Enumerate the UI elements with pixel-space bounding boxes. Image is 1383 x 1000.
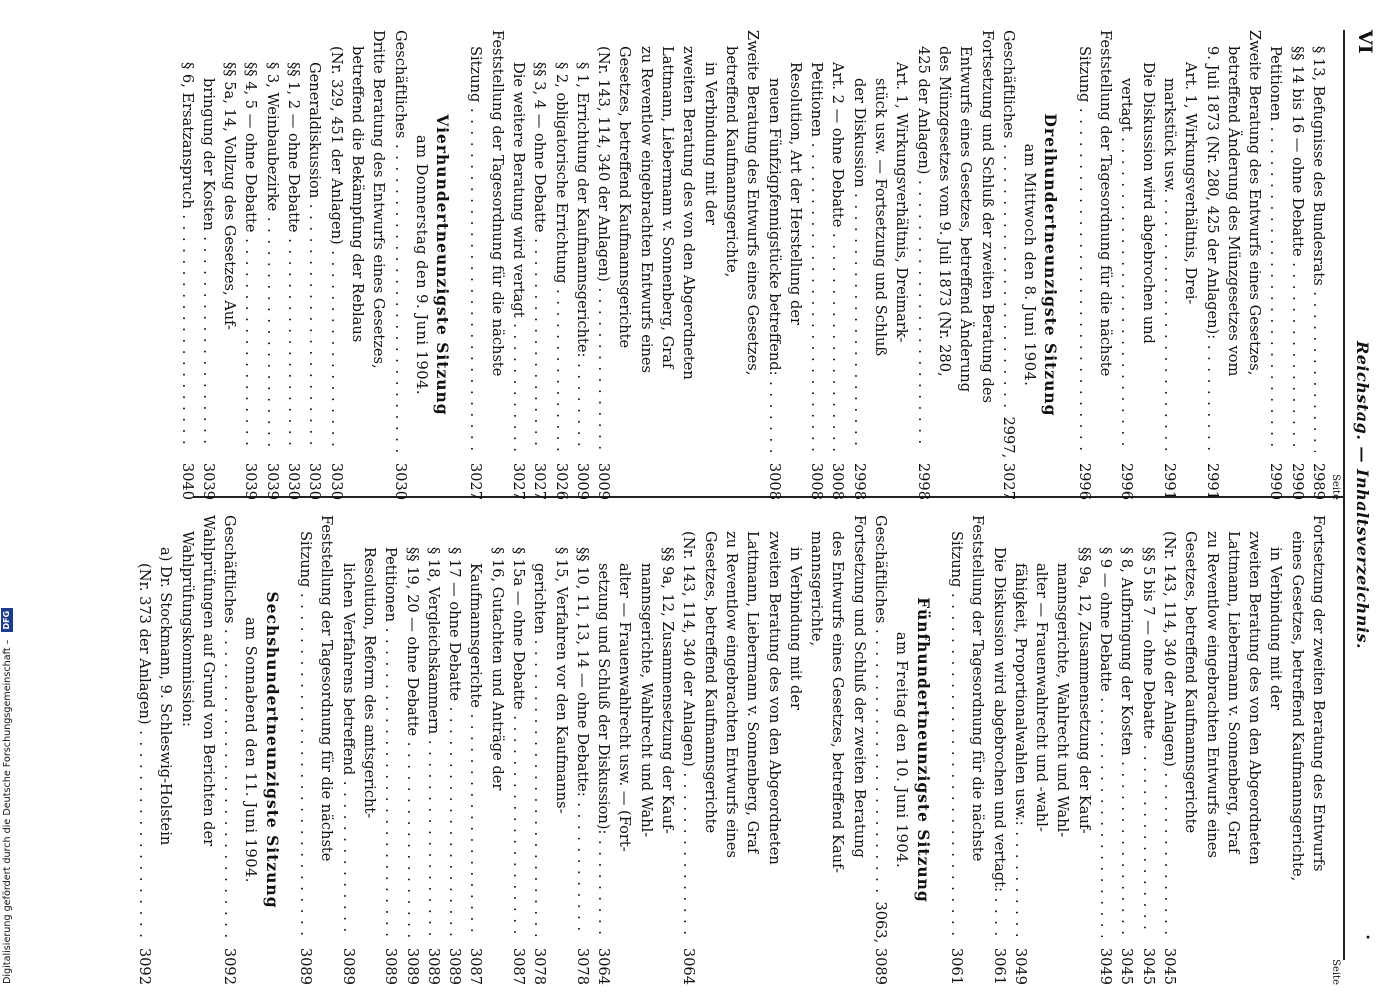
toc-entry-line: zweiten Beratung des von den Abgeordneten — [1246, 531, 1264, 865]
footer-text: Digitalisierung gefördert durch die Deutsche Forschungsgemeinschaft – — [2, 639, 13, 984]
toc-entry — [1137, 515, 1158, 985]
toc-page-number: 3026 — [552, 462, 570, 500]
toc-entry-line: §§ 9a, 12, Zusammensetzung der Kauf- — [659, 547, 677, 834]
toc-page-number: 3027 — [467, 462, 485, 500]
toc-entry-line: Feststellung der Tagesordnung für die nächste — [488, 30, 506, 377]
toc-entry — [240, 30, 261, 500]
seite-label: Seite — [1330, 959, 1341, 985]
toc-entry-line: in Verbindung mit der — [1267, 547, 1285, 711]
toc-entry — [529, 515, 550, 985]
toc-page-number: 3008 — [765, 462, 783, 500]
toc-page-number: 3049 — [1097, 947, 1115, 985]
toc-entry-title: Art. 2 — ohne Debatte . . . — [827, 62, 848, 452]
toc-page-number: 2990 — [1267, 462, 1285, 500]
toc-entry — [1159, 30, 1180, 500]
header-mark: • — [1361, 934, 1372, 940]
toc-entry-line: § 15, Verfahren vor den Kaufmanns- — [552, 547, 570, 814]
toc-entry — [1010, 515, 1031, 985]
toc-entry — [827, 30, 848, 500]
toc-page-number: 2990 — [1288, 462, 1306, 500]
toc-entry-line: Lattmann, Liebermann v. Sonnenberg, Graf — [744, 531, 762, 854]
toc-entry-title: Die Diskussion wird abgebrochen und vertagt: . . . — [988, 547, 1009, 937]
toc-page-number: 3027 — [531, 462, 549, 500]
dfg-logo: DFG — [1, 608, 13, 633]
toc-entry-title: Petitionen . . . — [1265, 46, 1286, 452]
session-date: am Sonnabend den 11. Juni 1904. — [242, 617, 260, 883]
toc-page-number: 3078 — [531, 947, 549, 985]
toc-entry — [572, 30, 593, 500]
running-title: Reichstag. — Inhaltsverzeichnis. — [1353, 340, 1372, 650]
toc-page-number: 3030 — [306, 462, 324, 500]
toc-entry-title: markstück usw. . . . — [1159, 78, 1180, 452]
toc-entry — [380, 515, 401, 985]
toc-entry — [998, 30, 1019, 500]
toc-entry — [1159, 515, 1180, 985]
toc-entry-title: § 15a — ohne Debatte . . . — [508, 547, 529, 937]
toc-entry-line: §§ 9a, 12, Zusammensetzung der Kauf- — [1075, 547, 1093, 834]
toc-page-number: 3009 — [595, 462, 613, 500]
toc-entry — [1116, 30, 1137, 500]
toc-entry-line: Zweite Beratung des Entwurfs eines Gesetzes, — [744, 30, 762, 376]
session-heading: Sechshundertneunzigste Sitzung — [262, 591, 282, 909]
toc-page-number: 3061 — [990, 947, 1008, 985]
toc-entry-line: des Münzgesetzes vom 9. Juli 1873 (Nr. 280, — [935, 46, 953, 377]
toc-entry-title: Kaufmannsgerichte . . . — [465, 563, 486, 937]
toc-entry-title: Geschäftliches . . . — [870, 515, 891, 893]
toc-entry — [593, 30, 614, 500]
toc-page-number: 3027 — [510, 462, 528, 500]
toc-entries-right — [134, 515, 1329, 985]
toc-entry-title: § 13, Befugnisse des Bundesrats . . . — [1308, 46, 1329, 452]
session-date: am Mittwoch den 8. Juni 1904. — [1021, 143, 1039, 387]
page-number: VI — [1354, 30, 1376, 54]
toc-entry — [593, 515, 614, 985]
toc-page-number: 2996 — [1075, 462, 1093, 500]
toc-entry-title: Geschäftliches . . . — [998, 30, 1019, 408]
toc-entry — [337, 515, 358, 985]
toc-entry-title: Petitionen . . . — [806, 62, 827, 452]
toc-page-number: 3063, 3089 — [872, 901, 890, 985]
toc-entry-line: Gesetzes, betreffend Kaufmannsgerichte — [701, 531, 719, 834]
toc-entry-line: mannsgerichte, Wahlrecht und Wahl- — [1054, 563, 1072, 838]
toc-entry-title: §§ 14 bis 16 — ohne Debatte . . . — [1286, 46, 1307, 452]
toc-entry-line: zweiten Beratung des von den Abgeordneten — [765, 531, 783, 865]
toc-page-number: 3009 — [573, 462, 591, 500]
toc-entry-title: Sitzung . . . — [295, 531, 316, 937]
toc-entry-line: Gesetzes, betreffend Kaufmannsgerichte — [1182, 531, 1200, 834]
toc-entry — [444, 515, 465, 985]
toc-entry-line: Wahlprüfungen auf Grund von Berichten der — [199, 515, 217, 847]
toc-entry — [870, 515, 891, 985]
toc-page-number: 3030 — [391, 462, 409, 500]
toc-page-number: 3064 — [595, 947, 613, 985]
toc-entry-line: zu Reventlow eingebrachten Entwurfs eines — [1203, 531, 1221, 859]
toc-entry-title: § 9 — ohne Debatte . . . — [1095, 547, 1116, 937]
toc-entry-title: §§ 1, 2 — ohne Debatte . . . — [283, 62, 304, 452]
toc-entry-line: Die Diskussion wird abgebrochen und — [1139, 62, 1157, 344]
toc-entry-title: fähigkeit, Proportionalwahlen usw.: . . . — [1010, 563, 1031, 937]
toc-entry-line: zu Reventlow eingebrachten Entwurfs eines — [722, 531, 740, 859]
toc-page-number: 3045 — [1160, 947, 1178, 985]
toc-page-number: 2991 — [1203, 462, 1221, 500]
toc-entry — [465, 515, 486, 985]
toc-entry-title: gerichten . . . — [529, 563, 550, 937]
toc-entry-line: eines Gesetzes, betreffend Kaufmannsgerichte, — [1288, 531, 1306, 882]
toc-entry-title: (Nr. 143, 114, 340 der Anlagen) . . . — [1159, 531, 1180, 937]
toc-entry — [946, 515, 967, 985]
toc-page-number: 3089 — [297, 947, 315, 985]
toc-entry-title: setzung und Schluß der Diskussion): . . . — [593, 563, 614, 937]
toc-entry — [1201, 30, 1222, 500]
toc-entry-title: der Diskussion . . . — [848, 78, 869, 452]
toc-entry — [806, 30, 827, 500]
toc-page-number: 3045 — [1118, 947, 1136, 985]
toc-entry — [176, 30, 197, 500]
toc-entry-line: Art. 1, Wirkungsverhältnis, Dreimark- — [893, 62, 911, 343]
toc-entry-line: Feststellung der Tagesordnung für die nächste — [969, 515, 987, 862]
toc-entry-title: § 3, Weinbaubezirke . . . — [261, 62, 282, 452]
toc-page-number: 3039 — [263, 462, 281, 500]
toc-entry — [572, 515, 593, 985]
toc-entry — [508, 515, 529, 985]
toc-entry-title: § 17 — ohne Debatte . . . — [444, 547, 465, 937]
toc-entry-title: § 18, Vergleichskammern . . . — [423, 547, 444, 937]
toc-column-left — [176, 30, 1341, 500]
toc-entry-line: Wahlprüfungskommission: — [178, 531, 196, 727]
toc-entry-line: Lattmann, Liebermann v. Sonnenberg, Graf — [1224, 531, 1242, 854]
toc-page-number: 3039 — [242, 462, 260, 500]
toc-page-number: 2998 — [850, 462, 868, 500]
toc-entry — [198, 30, 219, 500]
toc-page-number: 3030 — [327, 462, 345, 500]
toc-page-number: 3089 — [403, 947, 421, 985]
toc-entry-line: §§ 5a, 14, Vollzug des Gesetzes, Auf- — [221, 62, 239, 330]
page-header — [1349, 30, 1375, 960]
toc-page-number: 3078 — [573, 947, 591, 985]
toc-entry — [988, 515, 1009, 985]
toc-entry-line: § 16, Gutachten und Anträge der — [488, 547, 506, 791]
toc-page-number: 2991 — [1160, 462, 1178, 500]
toc-entry-title: bringung der Kosten . . . — [198, 78, 219, 452]
toc-entry-line: Zweite Beratung des Entwurfs eines Gesetzes, — [1246, 30, 1264, 376]
toc-page-number: 3089 — [446, 947, 464, 985]
toc-entry-title: Die weitere Beratung wird vertagt . . . — [508, 62, 529, 452]
toc-entry-line: betreffend die Bekämpfung der Reblaus — [348, 46, 366, 343]
toc-entry-title: (Nr. 329, 451 der Anlagen) . . . — [325, 46, 346, 452]
session-heading: Dreihundertneunzigste Sitzung — [1041, 113, 1061, 417]
toc-entry-line: mannsgerichte, — [808, 531, 826, 647]
toc-entry-title: Geschäftliches . . . — [219, 515, 240, 937]
toc-column-right — [134, 515, 1341, 985]
toc-entry — [295, 515, 316, 985]
toc-page-number: 2989 — [1310, 462, 1327, 500]
toc-entry — [550, 30, 571, 500]
toc-entry-title: neuen Fünfzigpfennigstücke betreffend: . . . — [763, 78, 784, 452]
toc-page-number: 3089 — [339, 947, 357, 985]
toc-entry-line: Feststellung der Tagesordnung für die nächste — [1097, 30, 1115, 377]
toc-entry — [678, 515, 699, 985]
toc-entry-line: des Entwurfs eines Gesetzes, betreffend Kauf- — [829, 531, 847, 873]
toc-entry-title: Sitzung . . . — [465, 46, 486, 452]
toc-entry-line: Dritte Beratung des Entwurfs eines Gesetzes, — [370, 30, 388, 369]
toc-entry — [304, 30, 325, 500]
toc-page-number: 3039 — [199, 462, 217, 500]
toc-entry-title: vertagt . . . — [1116, 78, 1137, 452]
toc-entry-title: Petitionen . . . — [380, 547, 401, 937]
toc-entry-line: Feststellung der Tagesordnung für die nächste — [318, 515, 336, 862]
header-rule — [1343, 30, 1345, 960]
toc-entries-left — [176, 30, 1329, 500]
digitization-footer — [0, 0, 16, 1000]
toc-entry-title: (Nr. 143, 114, 340 der Anlagen) . . . — [593, 46, 614, 452]
toc-entry-title: § 6, Ersatzanspruch . . . — [176, 62, 197, 452]
toc-entry-title: (Nr. 143, 114, 340 der Anlagen) . . . — [678, 531, 699, 937]
toc-entry — [1308, 30, 1329, 500]
toc-page-number: 3049 — [1011, 947, 1029, 985]
toc-entry-line: Fortsetzung der zweiten Beratung des Entwurfs — [1310, 515, 1327, 872]
toc-page-number: 3092 — [221, 947, 239, 985]
toc-entry-title: Sitzung . . . — [1073, 46, 1094, 452]
toc-entry — [1073, 30, 1094, 500]
toc-entry-title: Generaldiskussion . . . — [304, 62, 325, 452]
toc-entry-line: Fortsetzung und Schluß der zweiten Beratung des — [978, 30, 996, 403]
toc-entry — [763, 30, 784, 500]
toc-entry — [465, 30, 486, 500]
seite-label: Seite — [1330, 474, 1341, 500]
toc-entry-line: Entwurfs eines Gesetzes, betreffend Änderung — [957, 46, 975, 393]
toc-page-number: 3030 — [285, 462, 303, 500]
toc-entry — [912, 30, 933, 500]
toc-entry-line: zu Reventlow eingebrachten Entwurfs eines — [637, 46, 655, 374]
toc-entry — [325, 30, 346, 500]
toc-entry-title: Geschäftliches . . . — [389, 30, 410, 452]
toc-entry-line: Resolution, Art der Herstellung der — [786, 62, 804, 325]
toc-entry — [261, 30, 282, 500]
toc-entry-line: betreffend Kaufmannsgerichte, — [722, 46, 740, 278]
toc-entry-title: (Nr. 373 der Anlagen) . . . — [134, 563, 155, 937]
toc-entry-line: Gesetzes, betreffend Kaufmannsgerichte — [616, 46, 634, 349]
toc-page-number: 2996 — [1118, 462, 1136, 500]
toc-page-number: 3087 — [467, 947, 485, 985]
toc-entry-title: Sitzung . . . — [946, 531, 967, 937]
toc-entry — [423, 515, 444, 985]
toc-entry-title: §§ 3, 4 — ohne Debatte . . . — [529, 62, 550, 452]
toc-entry-line: stück usw. — Fortsetzung und Schluß — [872, 78, 890, 357]
toc-page-number: 3089 — [382, 947, 400, 985]
toc-entry — [1095, 515, 1116, 985]
toc-page-number: 3064 — [680, 947, 698, 985]
toc-entry-line: a) Dr. Stockmann, 9. Schleswig-Holstein — [157, 547, 175, 846]
toc-page-number: 3061 — [947, 947, 965, 985]
toc-entry — [1116, 515, 1137, 985]
toc-entry-line: alter — Frauenwahlrecht usw. — (Fort- — [616, 563, 634, 852]
toc-entry-line: zweiten Beratung des von den Abgeordneten — [680, 46, 698, 380]
toc-entry-title: §§ 19, 20 — ohne Debatte . . . — [401, 547, 422, 937]
toc-entry — [529, 30, 550, 500]
toc-entry — [508, 30, 529, 500]
toc-entry-title: §§ 5 bis 7 — ohne Debatte . . . — [1137, 547, 1158, 937]
toc-entry-line: in Verbindung mit der — [701, 62, 719, 226]
toc-entry-title: §§ 4, 5 — ohne Debatte . . . — [240, 62, 261, 452]
session-heading: Fünfhundertneunzigste Sitzung — [913, 597, 933, 903]
toc-entry-line: betreffend Änderung des Münzgesetzes vom — [1224, 46, 1242, 377]
toc-entry-title: 9. Juli 1873 (Nr. 280, 425 der Anlagen): . . . — [1201, 46, 1222, 452]
session-heading: Vierhundertneunzigste Sitzung — [433, 114, 453, 416]
toc-entry-line: Art. 1, Wirkungsverhältnis, Drei- — [1182, 62, 1200, 305]
toc-entry-line: Resolution, Reform des amtsgericht- — [360, 547, 378, 819]
toc-entry-title: § 8, Aufbringung der Kosten . . . — [1116, 547, 1137, 937]
toc-page-number: 3008 — [808, 462, 826, 500]
toc-page-number: 3008 — [829, 462, 847, 500]
toc-page-number: 3087 — [510, 947, 528, 985]
toc-entry-title: lichen Verfahrens betreffend . . . — [337, 563, 358, 937]
toc-page-number: 3040 — [178, 462, 196, 500]
toc-entry — [1286, 30, 1307, 500]
toc-entry — [134, 515, 155, 985]
toc-entry-line: Fortsetzung und Schluß der zweiten Beratung — [850, 515, 868, 858]
toc-entry-line: alter — Frauenwahlrecht und -wahl- — [1033, 563, 1051, 832]
toc-page-number: 3092 — [135, 947, 153, 985]
toc-page-number: 3045 — [1139, 947, 1157, 985]
toc-entry — [283, 30, 304, 500]
toc-entry-title: 425 der Anlagen) . . . — [912, 46, 933, 452]
toc-entry-title: § 2, obligatorische Errichtung . . . — [550, 62, 571, 452]
toc-page-number: 2998 — [914, 462, 932, 500]
session-date: am Donnerstag den 9. Juni 1904. — [412, 135, 430, 395]
toc-entry-line: Lattmann, Liebermann v. Sonnenberg, Graf — [659, 46, 677, 369]
toc-entry — [389, 30, 410, 500]
toc-page-number: 3089 — [424, 947, 442, 985]
toc-entry — [848, 30, 869, 500]
toc-entry-line: mannsgerichte, Wahlrecht und Wahl- — [637, 563, 655, 838]
toc-entry-title: §§ 10, 11, 13, 14 — ohne Debatte: . . . — [572, 547, 593, 937]
session-date: am Freitag den 10. Juni 1904. — [893, 631, 911, 869]
toc-entry-line: in Verbindung mit der — [786, 547, 804, 711]
toc-entry — [1265, 30, 1286, 500]
toc-entry — [219, 515, 240, 985]
toc-entry-title: § 1, Errichtung der Kaufmannsgerichte: . . . — [572, 62, 593, 452]
toc-entry — [401, 515, 422, 985]
toc-page-number: 2997, 3027 — [999, 416, 1017, 500]
